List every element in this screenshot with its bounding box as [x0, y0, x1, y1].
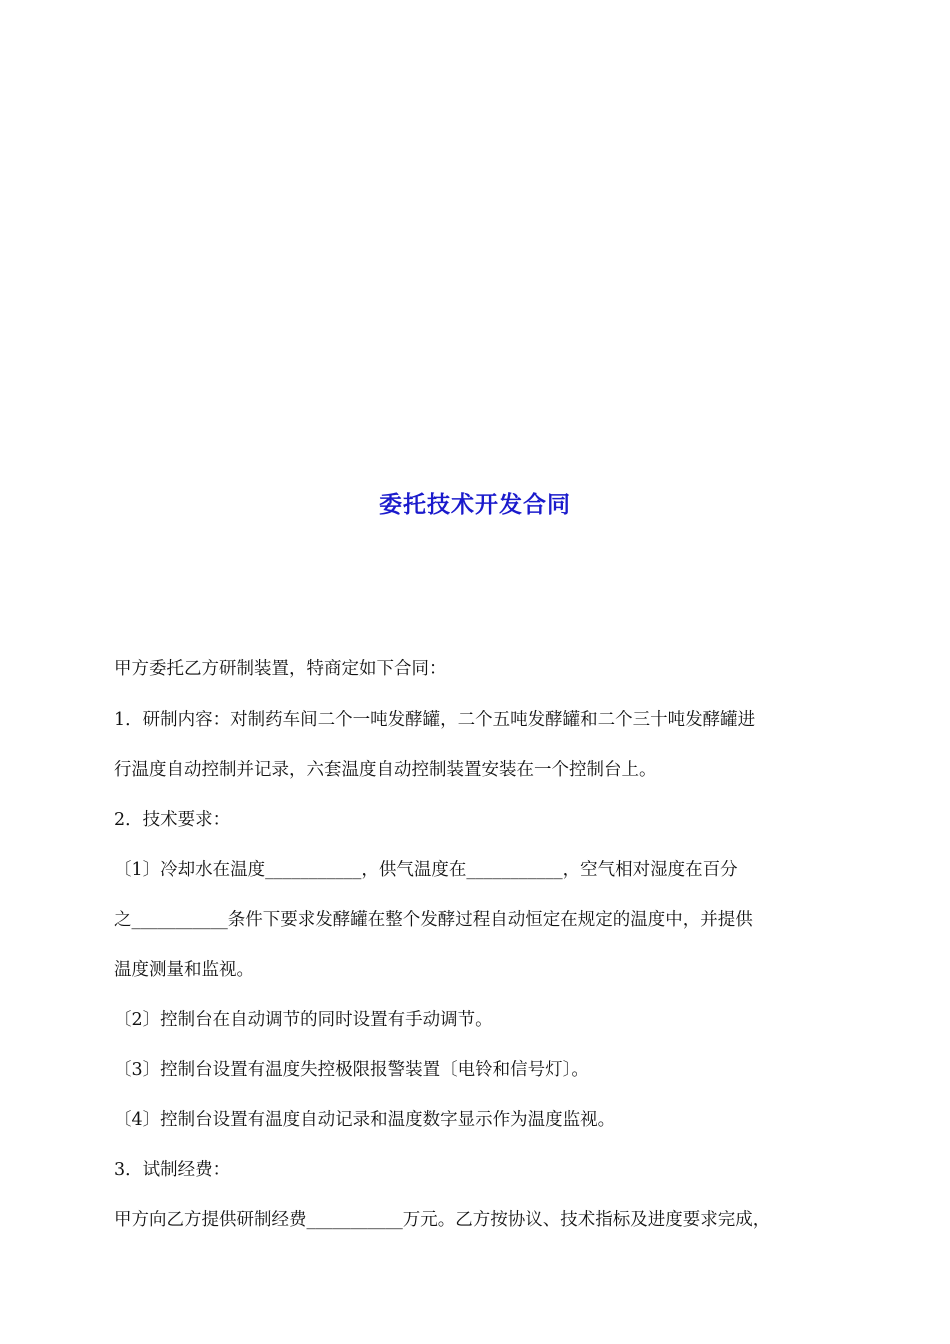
document-title: 委托技术开发合同 [379, 492, 571, 518]
paragraph-item-2-heading: 2．技术要求： [114, 810, 231, 830]
paragraph-requirement-2: 〔2〕控制台在自动调节的同时设置有手动调节。 [114, 1010, 493, 1030]
paragraph-requirement-4: 〔4〕控制台设置有温度自动记录和温度数字显示作为温度监视。 [114, 1110, 616, 1130]
paragraph-intro: 甲方委托乙方研制装置，特商定如下合同： [114, 659, 447, 679]
paragraph-requirement-1-cont: 之___________条件下要求发酵罐在整个发酵过程自动恒定在规定的温度中，并提供 [114, 910, 753, 930]
paragraph-requirement-1: 〔1〕冷却水在温度___________，供气温度在___________，空气相对湿度在百分 [114, 860, 738, 880]
paragraph-item-3-heading: 3．试制经费： [114, 1160, 231, 1180]
paragraph-requirement-1-end: 温度测量和监视。 [114, 960, 254, 980]
paragraph-item-1: 1．研制内容：对制药车间二个一吨发酵罐，二个五吨发酵罐和二个三十吨发酵罐进 [114, 710, 756, 730]
paragraph-item-1-cont: 行温度自动控制并记录，六套温度自动控制装置安装在一个控制台上。 [114, 760, 657, 780]
paragraph-requirement-3: 〔3〕控制台设置有温度失控极限报警装置〔电铃和信号灯〕。 [114, 1060, 589, 1080]
paragraph-funding: 甲方向乙方提供研制经费___________万元。乙方按协议、技术指标及进度要求完成， [114, 1210, 771, 1230]
